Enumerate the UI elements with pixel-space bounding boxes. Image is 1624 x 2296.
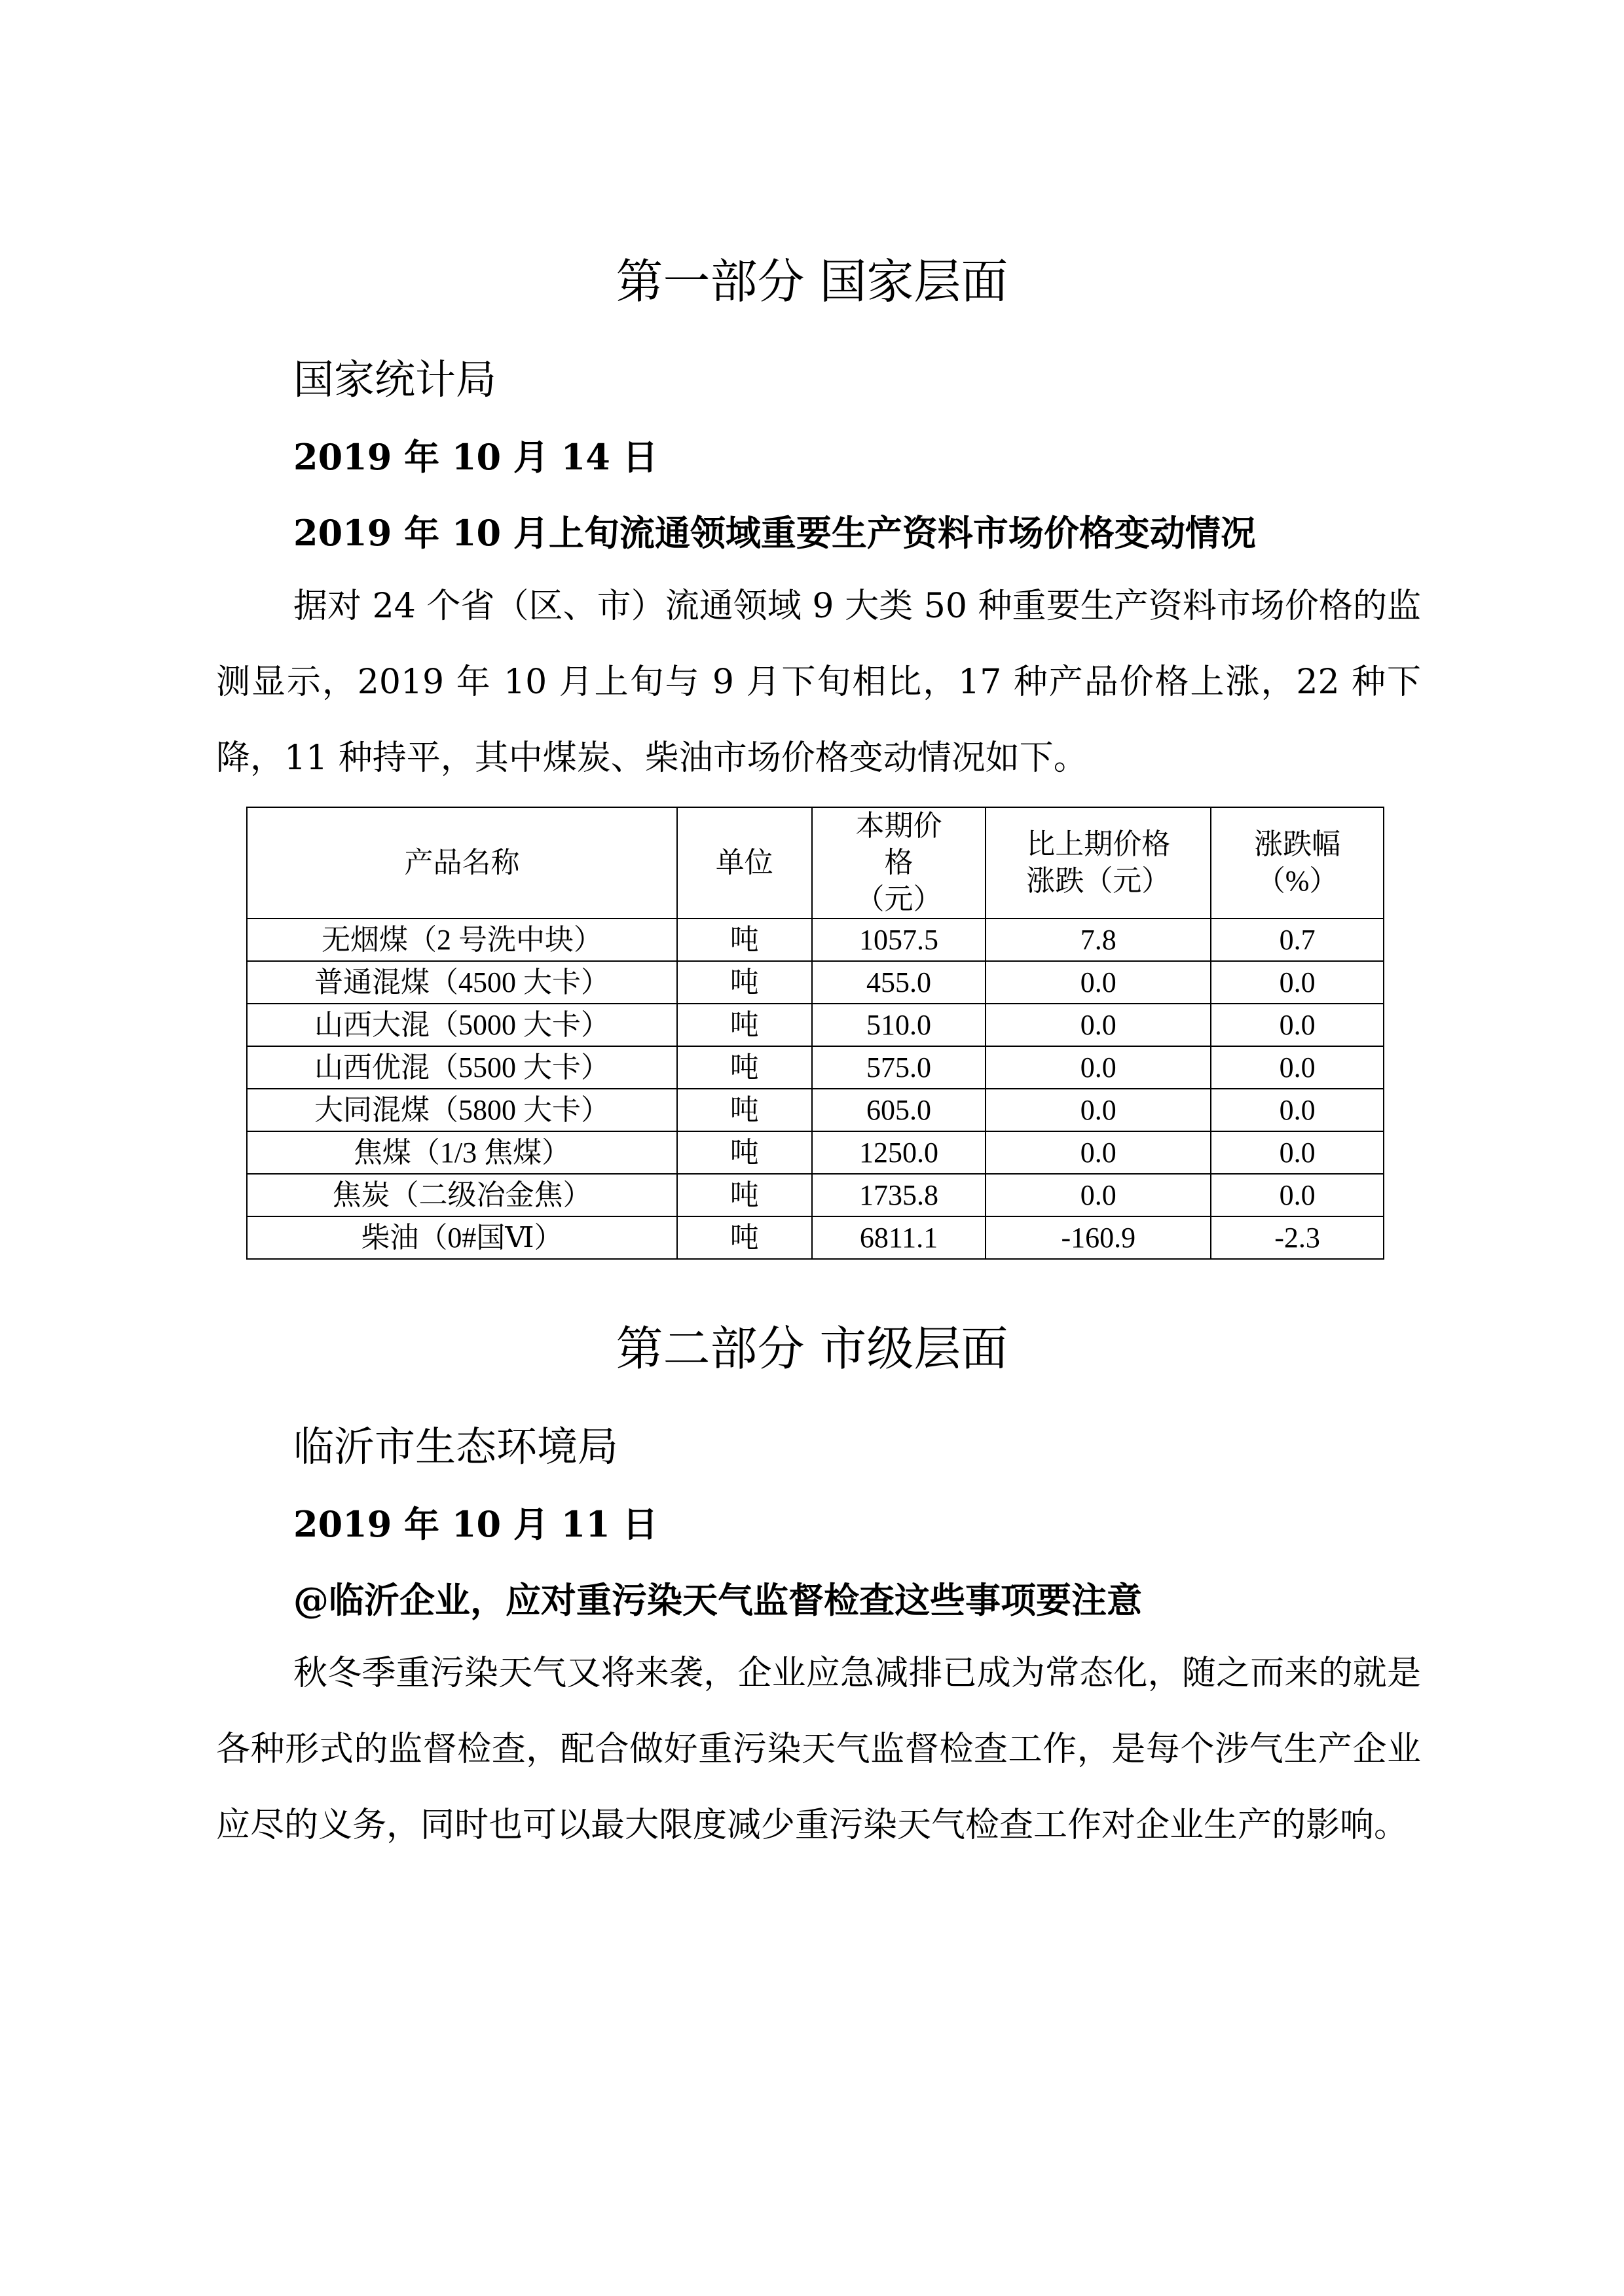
table-row: [247, 1004, 1384, 1046]
cell-price: 605.0: [812, 1089, 986, 1131]
cell-price: 455.0: [812, 961, 986, 1004]
table-row: [247, 1131, 1384, 1174]
cell-product: 大同混煤（5800 大卡）: [247, 1089, 677, 1131]
cell-change: 0.0: [986, 1046, 1211, 1089]
part2-agency: 临沂市生态环境局: [293, 1423, 619, 1470]
cell-price: 1735.8: [812, 1174, 986, 1216]
cell-unit: 吨: [677, 1131, 812, 1174]
cell-price: 510.0: [812, 1004, 986, 1046]
cell-product: 焦煤（1/3 焦煤）: [247, 1131, 677, 1174]
price-table: [246, 807, 1384, 1260]
part1-date: 2019 年 10 月 14 日: [293, 436, 658, 478]
table-row: [247, 1089, 1384, 1131]
cell-price: 1250.0: [812, 1131, 986, 1174]
cell-change: -160.9: [986, 1216, 1211, 1259]
part1-paragraph: 据对 24 个省（区、市）流通领域 9 大类 50 种重要生产资料市场价格的监测显示，2019 年 10 月上旬与 9 月下旬相比，17 种产品价格上涨，22 种下降，11 种持平，其中煤炭、柴油市场价格变动情况如下。: [216, 587, 1421, 778]
cell-rate: 0.0: [1211, 1004, 1384, 1046]
cell-rate: 0.0: [1211, 1046, 1384, 1089]
cell-unit: 吨: [677, 1089, 812, 1131]
part1-agency: 国家统计局: [293, 355, 497, 403]
header-change-rate-label: 涨跌幅（%）: [1254, 828, 1341, 897]
table-header-row: [247, 807, 1384, 919]
cell-unit: 吨: [677, 1216, 812, 1259]
part2-heading: 第二部分 市级层面: [616, 1321, 1008, 1376]
cell-rate: -2.3: [1211, 1216, 1384, 1259]
cell-change: 0.0: [986, 1089, 1211, 1131]
cell-price: 1057.5: [812, 919, 986, 961]
header-current-price-label: 本期价格（元）: [855, 810, 942, 915]
cell-change: 0.0: [986, 961, 1211, 1004]
cell-change: 0.0: [986, 1174, 1211, 1216]
header-change-rate: [1211, 807, 1384, 919]
cell-unit: 吨: [677, 1174, 812, 1216]
cell-product: 普通混煤（4500 大卡）: [247, 961, 677, 1004]
header-unit: 单位: [677, 807, 812, 919]
header-price-change-label: 比上期价格涨跌（元）: [1026, 828, 1171, 897]
cell-product: 山西优混（5500 大卡）: [247, 1046, 677, 1089]
cell-rate: 0.0: [1211, 961, 1384, 1004]
part2-paragraph: 秋冬季重污染天气又将来袭，企业应急减排已成为常态化，随之而来的就是各种形式的监督检查，配合做好重污染天气监督检查工作，是每个涉气生产企业应尽的义务，同时也可以最大限度减少重污染天气检查工作对企业生产的影响。: [216, 1654, 1421, 1845]
table-row: [247, 1174, 1384, 1216]
part1-heading: 第一部分 国家层面: [616, 254, 1008, 309]
header-current-price: [812, 807, 986, 919]
cell-unit: 吨: [677, 1004, 812, 1046]
cell-price: 575.0: [812, 1046, 986, 1089]
table-row: [247, 919, 1384, 961]
table-row: [247, 1046, 1384, 1089]
cell-price: 6811.1: [812, 1216, 986, 1259]
table-row: [247, 961, 1384, 1004]
cell-product: 无烟煤（2 号洗中块）: [247, 919, 677, 961]
cell-unit: 吨: [677, 919, 812, 961]
cell-product: 柴油（0#国Ⅵ）: [247, 1216, 677, 1259]
cell-rate: 0.7: [1211, 919, 1384, 961]
cell-rate: 0.0: [1211, 1131, 1384, 1174]
cell-product: 山西大混（5000 大卡）: [247, 1004, 677, 1046]
header-product-name: 产品名称: [247, 807, 677, 919]
cell-change: 0.0: [986, 1004, 1211, 1046]
cell-unit: 吨: [677, 1046, 812, 1089]
cell-rate: 0.0: [1211, 1174, 1384, 1216]
part1-title: 2019 年 10 月上旬流通领域重要生产资料市场价格变动情况: [293, 512, 1256, 554]
table-row: [247, 1216, 1384, 1259]
cell-rate: 0.0: [1211, 1089, 1384, 1131]
cell-product: 焦炭（二级冶金焦）: [247, 1174, 677, 1216]
cell-change: 0.0: [986, 1131, 1211, 1174]
cell-change: 7.8: [986, 919, 1211, 961]
part2-date: 2019 年 10 月 11 日: [293, 1503, 658, 1545]
cell-unit: 吨: [677, 961, 812, 1004]
part2-title: @临沂企业，应对重污染天气监督检查这些事项要注意: [293, 1579, 1142, 1621]
header-price-change: [986, 807, 1211, 919]
